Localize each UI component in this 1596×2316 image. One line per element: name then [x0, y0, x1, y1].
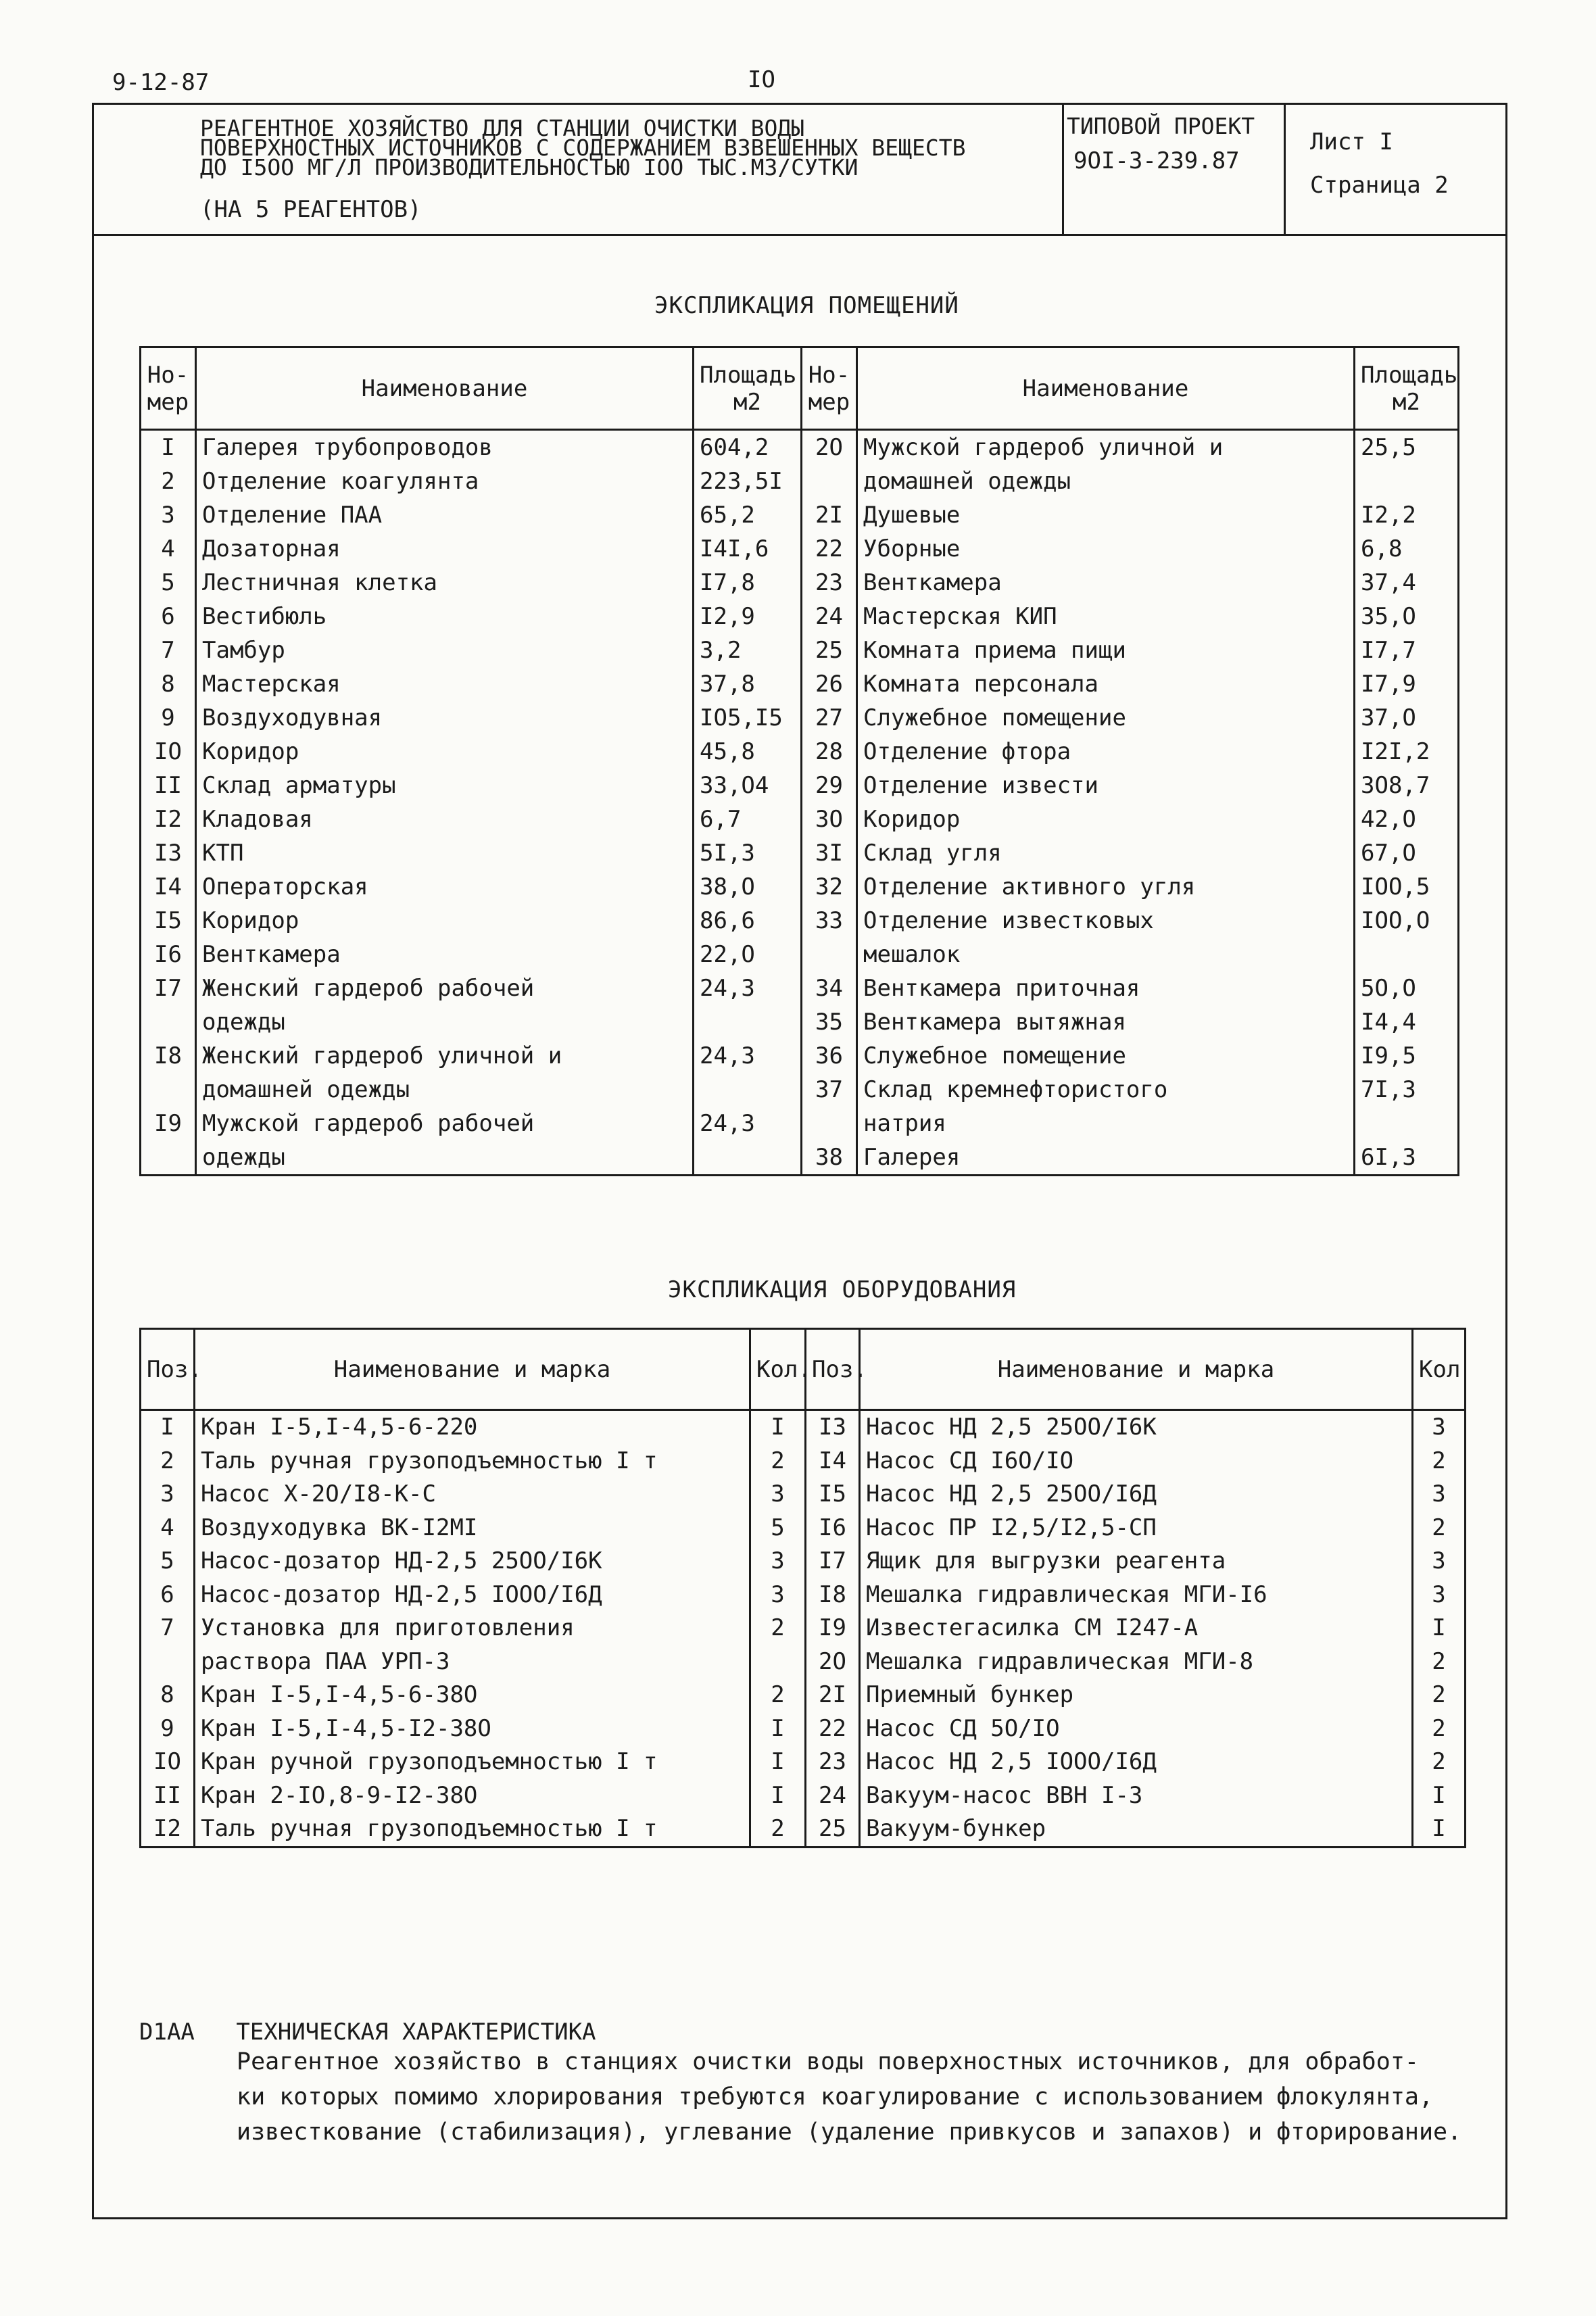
- room-area: 33,O4: [694, 769, 802, 802]
- equipment-name: Насос НД 2,5 25OO/I6К: [860, 1410, 1413, 1445]
- equipment-pos: IO: [141, 1745, 195, 1779]
- room-area: [1355, 938, 1459, 971]
- room-name: Уборные: [857, 532, 1355, 566]
- room-number: 2: [141, 464, 196, 498]
- equipment-pos: 7: [141, 1612, 195, 1645]
- tech-line: ки которых помимо хлорирования требуются коагулирование с использованием флокулянта,: [237, 2083, 1434, 2110]
- table-row: [141, 1174, 1459, 1176]
- room-name: Воздуходувная: [196, 701, 694, 735]
- room-number: I3: [141, 836, 196, 870]
- table-row: [141, 1107, 1459, 1140]
- equipment-name: Насос Х-2O/I8-К-С: [195, 1478, 750, 1512]
- equipment-qty: 3: [750, 1578, 806, 1612]
- table-row: [141, 1445, 1466, 1478]
- equipment-name: Насос-дозатор НД-2,5 25OO/I6К: [195, 1545, 750, 1578]
- room-name: Коридор: [196, 904, 694, 938]
- equipment-pos: 2I: [806, 1679, 860, 1712]
- room-area: 6I,3: [1355, 1140, 1459, 1174]
- room-name: Вестибюль: [196, 600, 694, 633]
- col-header-name-brand: Наименование и марка: [195, 1329, 750, 1410]
- room-number: I5: [141, 904, 196, 938]
- equipment-pos: 22: [806, 1712, 860, 1746]
- room-number: 33: [802, 904, 857, 938]
- room-name: Комната персонала: [857, 667, 1355, 701]
- equipment-qty: 3: [1413, 1578, 1466, 1612]
- col-header-number: Но- мер: [802, 347, 857, 430]
- equipment-pos: [141, 1645, 195, 1679]
- room-area: [694, 1073, 802, 1107]
- room-number: [141, 1005, 196, 1039]
- page-number: IO: [748, 66, 775, 93]
- table-row: [141, 1612, 1466, 1645]
- room-area: 42,O: [1355, 802, 1459, 836]
- room-number: 29: [802, 769, 857, 802]
- room-number: 36: [802, 1039, 857, 1073]
- equipment-qty: 3: [1413, 1478, 1466, 1512]
- equipment-section-title: ЭКСПЛИКАЦИЯ ОБОРУДОВАНИЯ: [668, 1276, 1017, 1303]
- room-name: Отделение активного угля: [857, 870, 1355, 904]
- project-number: 9OI-3-239.87: [1073, 147, 1240, 174]
- room-area: I9,5: [1355, 1039, 1459, 1073]
- room-area: [1355, 1107, 1459, 1140]
- equipment-pos: I2: [141, 1812, 195, 1846]
- room-area: I4,4: [1355, 1005, 1459, 1039]
- table-row: [141, 600, 1459, 633]
- equipment-name: Вакуум-бункер: [860, 1812, 1413, 1846]
- table-row: [141, 870, 1459, 904]
- table-row: [141, 1512, 1466, 1545]
- room-name: домашней одежды: [196, 1073, 694, 1107]
- equipment-pos: 3: [141, 1478, 195, 1512]
- equipment-qty: 2: [1413, 1445, 1466, 1478]
- col-header-area: Площадь м2: [694, 347, 802, 430]
- equipment-name: Мешалка гидравлическая МГИ-I6: [860, 1578, 1413, 1612]
- table-row: [141, 1545, 1466, 1578]
- table-row: [141, 498, 1459, 532]
- equipment-name: [195, 1846, 750, 1848]
- sheet-label: Лист I: [1310, 128, 1393, 155]
- col-header-name: Наименование: [196, 347, 694, 430]
- room-name: Душевые: [857, 498, 1355, 532]
- room-name: Отделение фтора: [857, 735, 1355, 769]
- room-number: I2: [141, 802, 196, 836]
- room-area: [694, 1174, 802, 1176]
- equipment-pos: [806, 1846, 860, 1848]
- room-number: I8: [141, 1039, 196, 1073]
- room-number: 6: [141, 600, 196, 633]
- room-name: Отделение коагулянта: [196, 464, 694, 498]
- table-row: [141, 1410, 1466, 1445]
- room-area: IO5,I5: [694, 701, 802, 735]
- room-number: 25: [802, 633, 857, 667]
- equipment-pos: 5: [141, 1545, 195, 1578]
- room-area: 7I,3: [1355, 1073, 1459, 1107]
- equipment-name: раствора ПАА УРП-3: [195, 1645, 750, 1679]
- rooms-table: [139, 346, 1459, 1176]
- room-name: Отделение ПАА: [196, 498, 694, 532]
- room-area: 37,O: [1355, 701, 1459, 735]
- col-header-number: Но- мер: [141, 347, 196, 430]
- room-area: [694, 1140, 802, 1174]
- title-block-divider-1: [1062, 103, 1064, 236]
- room-area: 24,3: [694, 971, 802, 1005]
- project-title-line: ПОВЕРХНОСТНЫХ ИСТОЧНИКОВ С СОДЕРЖАНИЕМ ВЗВЕШЕННЫХ ВЕЩЕСТВ: [200, 135, 966, 161]
- equipment-qty: 2: [750, 1445, 806, 1478]
- room-number: 22: [802, 532, 857, 566]
- table-row: [141, 1745, 1466, 1779]
- tech-mark: D1AA: [139, 2019, 195, 2046]
- table-row: [141, 938, 1459, 971]
- equipment-pos: 2O: [806, 1645, 860, 1679]
- room-area: 38,O: [694, 870, 802, 904]
- equipment-qty: I: [750, 1745, 806, 1779]
- room-name: Коридор: [196, 735, 694, 769]
- equipment-pos: I5: [806, 1478, 860, 1512]
- table-row: [141, 1578, 1466, 1612]
- rooms-section-title: ЭКСПЛИКАЦИЯ ПОМЕЩЕНИЙ: [654, 292, 959, 319]
- equipment-qty: 5: [750, 1512, 806, 1545]
- table-row: [141, 1679, 1466, 1712]
- equipment-name: Таль ручная грузоподъемностью I т: [195, 1812, 750, 1846]
- room-name: домашней одежды: [857, 464, 1355, 498]
- equipment-name: Насос НД 2,5 25OO/I6Д: [860, 1478, 1413, 1512]
- room-name: Кладовая: [196, 802, 694, 836]
- table-row: [141, 1645, 1466, 1679]
- col-header-pos: Поз.: [806, 1329, 860, 1410]
- room-name: Служебное помещение: [857, 1039, 1355, 1073]
- room-name: Мужской гардероб уличной и: [857, 430, 1355, 465]
- equipment-qty: 2: [1413, 1679, 1466, 1712]
- equipment-qty: [750, 1846, 806, 1848]
- equipment-pos: I6: [806, 1512, 860, 1545]
- room-area: 6,7: [694, 802, 802, 836]
- equipment-qty: 2: [1413, 1745, 1466, 1779]
- room-area: 37,4: [1355, 566, 1459, 600]
- equipment-pos: [141, 1846, 195, 1848]
- room-name: Венткамера: [196, 938, 694, 971]
- equipment-qty: 2: [750, 1612, 806, 1645]
- room-name: Венткамера приточная: [857, 971, 1355, 1005]
- room-name: Отделение известковых: [857, 904, 1355, 938]
- room-area: [694, 1005, 802, 1039]
- equipment-qty: 3: [1413, 1410, 1466, 1445]
- room-name: [857, 1174, 1355, 1176]
- equipment-qty: I: [750, 1712, 806, 1746]
- room-number: 34: [802, 971, 857, 1005]
- room-name: Галерея трубопроводов: [196, 430, 694, 465]
- table-row: [141, 1005, 1459, 1039]
- equipment-qty: 2: [1413, 1512, 1466, 1545]
- room-number: 38: [802, 1140, 857, 1174]
- room-area: 604,2: [694, 430, 802, 465]
- tech-title: ТЕХНИЧЕСКАЯ ХАРАКТЕРИСТИКА: [236, 2019, 596, 2046]
- room-area: 67,O: [1355, 836, 1459, 870]
- col-header-area: Площадь м2: [1355, 347, 1459, 430]
- room-number: IO: [141, 735, 196, 769]
- room-number: I9: [141, 1107, 196, 1140]
- room-area: I7,9: [1355, 667, 1459, 701]
- room-area: I2I,2: [1355, 735, 1459, 769]
- room-area: [1355, 464, 1459, 498]
- equipment-name: Ящик для выгрузки реагента: [860, 1545, 1413, 1578]
- equipment-pos: I4: [806, 1445, 860, 1478]
- equipment-pos: 9: [141, 1712, 195, 1746]
- room-name: Отделение извести: [857, 769, 1355, 802]
- room-number: I4: [141, 870, 196, 904]
- room-area: I2,2: [1355, 498, 1459, 532]
- equipment-name: Насос НД 2,5 IOOO/I6Д: [860, 1745, 1413, 1779]
- equipment-name: Установка для приготовления: [195, 1612, 750, 1645]
- equipment-pos: I9: [806, 1612, 860, 1645]
- equipment-qty: I: [750, 1410, 806, 1445]
- room-name: натрия: [857, 1107, 1355, 1140]
- room-number: 8: [141, 667, 196, 701]
- room-number: 3I: [802, 836, 857, 870]
- room-number: 7: [141, 633, 196, 667]
- page-label: Страница 2: [1310, 172, 1449, 199]
- equipment-qty: I: [750, 1779, 806, 1813]
- room-area: 223,5I: [694, 464, 802, 498]
- table-row: [141, 1039, 1459, 1073]
- room-number: 28: [802, 735, 857, 769]
- equipment-pos: I: [141, 1410, 195, 1445]
- room-area: 86,6: [694, 904, 802, 938]
- equipment-name: Насос СД I6O/IO: [860, 1445, 1413, 1478]
- equipment-qty: 2: [750, 1679, 806, 1712]
- equipment-qty: 3: [750, 1478, 806, 1512]
- equipment-pos: 6: [141, 1578, 195, 1612]
- equipment-table: [139, 1328, 1466, 1848]
- room-number: [141, 1140, 196, 1174]
- equipment-pos: 8: [141, 1679, 195, 1712]
- table-row: [141, 464, 1459, 498]
- equipment-pos: 2: [141, 1445, 195, 1478]
- room-number: [802, 464, 857, 498]
- room-name: Венткамера вытяжная: [857, 1005, 1355, 1039]
- room-name: Мужской гардероб рабочей: [196, 1107, 694, 1140]
- room-name: Комната приема пищи: [857, 633, 1355, 667]
- equipment-qty: 2: [1413, 1712, 1466, 1746]
- room-area: I7,8: [694, 566, 802, 600]
- title-block-bottom-line: [92, 234, 1507, 236]
- room-area: 45,8: [694, 735, 802, 769]
- room-name: Служебное помещение: [857, 701, 1355, 735]
- room-area: 24,3: [694, 1039, 802, 1073]
- equipment-name: Вакуум-насос ВВН I-3: [860, 1779, 1413, 1813]
- room-number: 5: [141, 566, 196, 600]
- room-name: Дозаторная: [196, 532, 694, 566]
- equipment-name: Насос-дозатор НД-2,5 IOOO/I6Д: [195, 1578, 750, 1612]
- room-area: 22,O: [694, 938, 802, 971]
- room-name: одежды: [196, 1140, 694, 1174]
- room-area: 24,3: [694, 1107, 802, 1140]
- title-block-divider-2: [1284, 103, 1286, 236]
- room-number: I6: [141, 938, 196, 971]
- room-number: I7: [141, 971, 196, 1005]
- table-row: [141, 1140, 1459, 1174]
- room-name: Венткамера: [857, 566, 1355, 600]
- room-area: 65,2: [694, 498, 802, 532]
- equipment-name: Известегасилка СМ I247-А: [860, 1612, 1413, 1645]
- room-number: I: [141, 430, 196, 465]
- table-row: [141, 904, 1459, 938]
- equipment-qty: I: [1413, 1812, 1466, 1846]
- col-header-name: Наименование: [857, 347, 1355, 430]
- table-row: [141, 430, 1459, 465]
- equipment-pos: I3: [806, 1410, 860, 1445]
- room-name: Мастерская: [196, 667, 694, 701]
- equipment-name: Кран 2-IO,8-9-I2-38O: [195, 1779, 750, 1813]
- room-number: 4: [141, 532, 196, 566]
- room-name: Галерея: [857, 1140, 1355, 1174]
- room-name: [196, 1174, 694, 1176]
- project-title: [200, 115, 966, 180]
- room-area: IOO,5: [1355, 870, 1459, 904]
- room-area: 6,8: [1355, 532, 1459, 566]
- room-number: 3O: [802, 802, 857, 836]
- project-title-line: РЕАГЕНТНОЕ ХОЗЯЙСТВО ДЛЯ СТАНЦИИ ОЧИСТКИ ВОДЫ: [200, 115, 805, 141]
- table-row: [141, 769, 1459, 802]
- room-number: [141, 1174, 196, 1176]
- equipment-name: Кран I-5,I-4,5-6-220: [195, 1410, 750, 1445]
- room-number: 35: [802, 1005, 857, 1039]
- room-name: Мастерская КИП: [857, 600, 1355, 633]
- equipment-qty: 3: [750, 1545, 806, 1578]
- room-name: одежды: [196, 1005, 694, 1039]
- tech-line: известкование (стабилизация), углевание (удаление привкусов и запахов) и фторирование.: [237, 2119, 1462, 2146]
- equipment-qty: 2: [750, 1812, 806, 1846]
- col-header-name-brand: Наименование и марка: [860, 1329, 1413, 1410]
- project-title-line: ДО I5OO МГ/Л ПРОИЗВОДИТЕЛЬНОСТЬЮ IOO ТЫС.М3/СУТКИ: [200, 154, 859, 180]
- table-row: [141, 1478, 1466, 1512]
- project-label: ТИПОВОЙ ПРОЕКТ: [1067, 113, 1255, 139]
- room-number: [141, 1073, 196, 1107]
- room-area: I2,9: [694, 600, 802, 633]
- equipment-name: Воздуходувка ВК-I2МI: [195, 1512, 750, 1545]
- room-area: IOO,O: [1355, 904, 1459, 938]
- room-number: [802, 938, 857, 971]
- room-number: [802, 1174, 857, 1176]
- room-number: 24: [802, 600, 857, 633]
- table-row: [141, 633, 1459, 667]
- col-header-qty: Кол: [1413, 1329, 1466, 1410]
- tech-section-heading: [139, 2019, 596, 2046]
- room-area: 5I,3: [694, 836, 802, 870]
- equipment-name: Мешалка гидравлическая МГИ-8: [860, 1645, 1413, 1679]
- col-header-pos: Поз.: [141, 1329, 195, 1410]
- room-name: Тамбур: [196, 633, 694, 667]
- room-name: Лестничная клетка: [196, 566, 694, 600]
- room-name: Женский гардероб рабочей: [196, 971, 694, 1005]
- table-row: [141, 701, 1459, 735]
- table-row: [141, 836, 1459, 870]
- room-number: 3: [141, 498, 196, 532]
- room-name: Склад кремнефтористого: [857, 1073, 1355, 1107]
- col-header-qty: Кол.: [750, 1329, 806, 1410]
- room-number: 23: [802, 566, 857, 600]
- table-row: [141, 735, 1459, 769]
- equipment-name: Кран ручной грузоподъемностью I т: [195, 1745, 750, 1779]
- table-row: [141, 802, 1459, 836]
- doc-code: 9-12-87: [112, 69, 210, 96]
- table-row: [141, 971, 1459, 1005]
- room-number: 9: [141, 701, 196, 735]
- equipment-name: Таль ручная грузоподъемностью I т: [195, 1445, 750, 1478]
- room-number: 2O: [802, 430, 857, 465]
- equipment-name: Кран I-5,I-4,5-I2-38O: [195, 1712, 750, 1746]
- equipment-pos: 25: [806, 1812, 860, 1846]
- room-area: 5O,O: [1355, 971, 1459, 1005]
- table-row: [141, 667, 1459, 701]
- room-number: II: [141, 769, 196, 802]
- equipment-pos: 23: [806, 1745, 860, 1779]
- room-name: Коридор: [857, 802, 1355, 836]
- equipment-name: [860, 1846, 1413, 1848]
- room-area: I7,7: [1355, 633, 1459, 667]
- room-area: 25,5: [1355, 430, 1459, 465]
- room-area: [1355, 1174, 1459, 1176]
- equipment-qty: I: [1413, 1779, 1466, 1813]
- room-number: 37: [802, 1073, 857, 1107]
- equipment-qty: I: [1413, 1612, 1466, 1645]
- room-area: 3,2: [694, 633, 802, 667]
- equipment-pos: II: [141, 1779, 195, 1813]
- room-area: 37,8: [694, 667, 802, 701]
- equipment-qty: 2: [1413, 1645, 1466, 1679]
- equipment-name: Насос СД 5O/IO: [860, 1712, 1413, 1746]
- room-name: Склад арматуры: [196, 769, 694, 802]
- room-number: 26: [802, 667, 857, 701]
- room-number: 2I: [802, 498, 857, 532]
- room-number: 32: [802, 870, 857, 904]
- table-row: [141, 1712, 1466, 1746]
- table-row: [141, 1073, 1459, 1107]
- table-row: [141, 532, 1459, 566]
- table-row: [141, 1812, 1466, 1846]
- table-row: [141, 566, 1459, 600]
- equipment-pos: 24: [806, 1779, 860, 1813]
- room-name: КТП: [196, 836, 694, 870]
- equipment-pos: 4: [141, 1512, 195, 1545]
- room-name: Женский гардероб уличной и: [196, 1039, 694, 1073]
- equipment-qty: [1413, 1846, 1466, 1848]
- room-name: мешалок: [857, 938, 1355, 971]
- room-area: I4I,6: [694, 532, 802, 566]
- equipment-pos: I8: [806, 1578, 860, 1612]
- room-name: Операторская: [196, 870, 694, 904]
- equipment-name: Насос ПР I2,5/I2,5-СП: [860, 1512, 1413, 1545]
- room-name: Склад угля: [857, 836, 1355, 870]
- table-row: [141, 1846, 1466, 1848]
- table-row: [141, 1779, 1466, 1813]
- room-number: 27: [802, 701, 857, 735]
- room-number: [802, 1107, 857, 1140]
- equipment-name: Приемный бункер: [860, 1679, 1413, 1712]
- equipment-pos: I7: [806, 1545, 860, 1578]
- equipment-qty: 3: [1413, 1545, 1466, 1578]
- project-subtitle: (НА 5 РЕАГЕНТОВ): [200, 196, 422, 223]
- tech-line: Реагентное хозяйство в станциях очистки воды поверхностных источников, для обработ-: [237, 2048, 1419, 2075]
- equipment-qty: [750, 1645, 806, 1679]
- room-area: 35,O: [1355, 600, 1459, 633]
- room-area: 3O8,7: [1355, 769, 1459, 802]
- equipment-name: Кран I-5,I-4,5-6-38O: [195, 1679, 750, 1712]
